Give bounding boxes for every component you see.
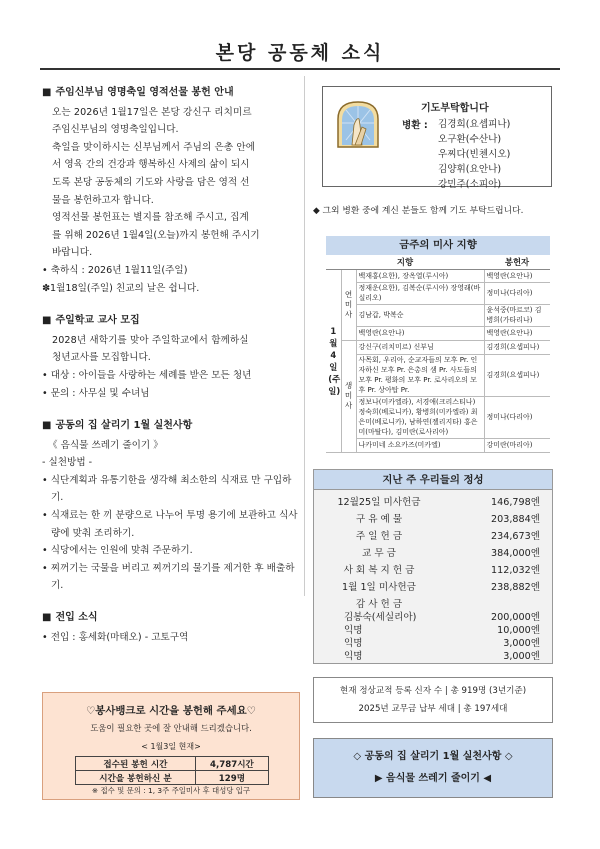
care-method: - 실천방법 - — [42, 457, 93, 469]
section-marker: ■ — [42, 87, 52, 98]
offerer-cell: 강미란(마리아) — [484, 438, 550, 452]
teachers-line: 2028년 새학기를 맞아 주일학교에서 함께하실 — [52, 334, 249, 346]
offerer-cell: 김경희(요셉피나) — [484, 354, 550, 396]
mass-intentions-table — [326, 255, 550, 453]
offering-amount: 146,798엔 — [491, 497, 540, 508]
offering-row — [314, 529, 554, 544]
feast-line: 물을 봉헌하고자 합니다. — [52, 194, 154, 206]
table-row — [326, 326, 550, 340]
volunteer-heading: ♡봉사뱅크로 시간을 봉헌해 주세요♡ — [85, 705, 256, 717]
section-marker: ■ — [42, 612, 52, 624]
volunteer-label: 시간을 봉헌하신 분 — [76, 771, 196, 785]
intention-cell: 백재홍(요한), 장옥열(루시아) — [356, 269, 484, 282]
offerer-cell: 백영란(요안나) — [484, 326, 550, 340]
thanks-amount: 3,000엔 — [503, 651, 540, 662]
teachers-line: 청년교사를 모집합니다. — [52, 352, 151, 364]
thanks-name: 익명 — [344, 638, 363, 649]
offering-amount: 384,000엔 — [491, 548, 540, 559]
mass-group-text: 생미사 — [344, 381, 353, 410]
care-subtitle: 《 음식물 쓰레기 줄이기 》 — [48, 439, 163, 451]
section-heading-teachers — [42, 312, 298, 330]
offerings-box — [313, 490, 553, 664]
table-header-row — [326, 255, 550, 269]
volunteer-table — [75, 756, 269, 785]
prayer-name: 강민주(소피아) — [438, 179, 502, 190]
prayer-name: 김양휘(요안나) — [438, 164, 502, 175]
table-row — [76, 757, 269, 771]
thanks-offering-label: 감 사 헌 금 — [355, 599, 403, 610]
thanks-amount: 3,000엔 — [503, 638, 540, 649]
offerer-cell: 윤석중(마르코) 김병희(가타리나) — [484, 304, 550, 326]
mass-group-memorial — [341, 269, 356, 340]
prayer-names — [438, 117, 510, 192]
volunteer-date: < 1월3일 현재> — [141, 742, 201, 751]
intention-cell: 정재운(요한), 김복순(루시아) 장영래(바실리오) — [356, 282, 484, 304]
section-marker: ■ — [42, 315, 52, 327]
feast-line: 바랍니다. — [52, 247, 93, 259]
feast-line: 오는 2026년 1월17일은 본당 강신구 리치미르 — [52, 106, 252, 118]
care-callout-box — [313, 738, 553, 798]
feast-line: 서 영육 간의 건강과 행복하신 사제의 삶이 되시 — [52, 159, 250, 171]
volunteer-note: ※ 접수 및 문의 : 1, 3주 주일미사 후 대성당 입구 — [91, 786, 251, 795]
table-row — [326, 304, 550, 326]
transfer-info: • 전입 : 홍세화(마태오) - 고토구역 — [42, 631, 189, 643]
thanks-name: 김봉숙(세실리아) — [344, 612, 417, 623]
col-offerer: 봉헌자 — [484, 255, 550, 269]
illness-label: 병환 : — [402, 120, 428, 131]
offerer-cell: 백영란(요안나) — [484, 269, 550, 282]
thanks-amount: 10,000엔 — [497, 625, 540, 636]
offerer-cell: 김경희(요셉피나) — [484, 340, 550, 354]
celebration-date: • 축하식 : 2026년 1월11일(주일) — [42, 264, 188, 276]
page-title: 본당 공동체 소식 — [215, 42, 385, 64]
table-row — [326, 438, 550, 452]
mass-group-text: 연미사 — [344, 289, 353, 319]
volunteer-bank-box — [42, 692, 300, 800]
offering-row — [314, 580, 554, 595]
prayer-note: ◆ 그외 병환 중에 계신 분들도 함께 기도 부탁드립니다. — [313, 206, 524, 216]
section-title: 공동의 집 살리기 1월 실천사항 — [55, 420, 193, 432]
offering-label: 구 유 예 물 — [355, 514, 403, 525]
intention-cell: 나카미네 소요카즈(미카엘) — [356, 438, 484, 452]
mass-group-living — [341, 340, 356, 452]
offerer-cell: 정미나(다리아) — [484, 282, 550, 304]
section-title: 전입 소식 — [55, 612, 98, 624]
praying-hands-window-icon — [335, 99, 381, 149]
thanks-amount: 200,000엔 — [491, 612, 540, 623]
table-row — [326, 282, 550, 304]
thanks-row — [314, 649, 554, 664]
offering-row — [314, 546, 554, 561]
section-title: 주일학교 교사 모집 — [55, 315, 140, 327]
section-heading-transfer — [42, 609, 298, 627]
volunteer-value: 129명 — [195, 771, 268, 785]
care-bullet: • 식당에서는 인원에 맞춰 주문하기. — [42, 545, 193, 557]
mass-date — [326, 269, 341, 452]
intention-cell: 백영란(요안나) — [356, 326, 484, 340]
thanks-name: 익명 — [344, 651, 363, 662]
care-bullet: • 식재료는 한 끼 분량으로 나누어 투명 용기에 보관하고 식사량에 맞춰 조리하기. — [42, 510, 298, 539]
fellowship-note: ✽1월18일(주일) 친교의 날은 쉽니다. — [42, 282, 200, 294]
title-divider — [40, 68, 560, 70]
offering-label: 주 일 헌 금 — [355, 531, 403, 542]
offering-amount: 203,884엔 — [491, 514, 540, 525]
section-heading-care — [42, 417, 298, 435]
table-row — [326, 269, 550, 282]
offering-row — [314, 512, 554, 527]
table-row — [326, 354, 550, 396]
intention-cell: 정보나(미카엘라), 서경애(크리스티나) 정숙희(베로니카), 황병희(미카엘라) 최은미(베로니카), 남하연(젤리지타) 홍은미(마탈다), 김미란(로사리아) — [356, 396, 484, 438]
feast-line: 축일을 맞이하시는 신부님께서 주님의 은총 안에 — [52, 141, 256, 153]
prayer-request-box — [322, 86, 552, 190]
section-heading-feast — [42, 84, 298, 102]
prayer-name: 오구환(수산나) — [438, 134, 502, 145]
offering-label: 교 무 금 — [362, 548, 396, 559]
prayer-heading: 기도부탁합니다 — [421, 103, 489, 114]
offering-label: 12월25일 미사헌금 — [337, 497, 421, 508]
volunteer-value: 4,787시간 — [195, 757, 268, 771]
parish-stats-box — [313, 677, 553, 723]
mass-intentions-heading: 금주의 미사 지향 — [326, 236, 550, 255]
teachers-bullet: • 문의 : 사무실 및 수녀님 — [42, 387, 150, 399]
feast-line: 도록 본당 공동체의 기도와 사랑을 담은 영적 선 — [52, 176, 250, 188]
registered-members: 현재 정상교적 등록 신자 수 | 총 919명 (3년기준) — [339, 686, 527, 696]
table-row — [326, 396, 550, 438]
feast-line: 주임신부님의 영명축일입니다. — [52, 124, 179, 136]
feast-line: 를 위해 2026년 1월4일(오늘)까지 봉헌해 주시기 — [52, 229, 260, 241]
intention-cell: 강신구(리치미르) 신부님 — [356, 340, 484, 354]
intention-cell: 사목회, 우리아, 순교자들의 모후 Pr. 인자하신 모후 Pr. 은총의 샘 Pr. 사도들의 모후 Pr. 평화의 모후 Pr. 로사리오의 모후 Pr. 상아탑 Pr. — [356, 354, 484, 396]
column-divider — [304, 76, 305, 596]
table-row — [326, 340, 550, 354]
offering-row — [314, 563, 554, 578]
left-column — [42, 84, 298, 646]
offering-amount: 112,032엔 — [491, 565, 540, 576]
offering-amount: 238,882엔 — [491, 582, 540, 593]
offerer-cell: 정미나(다리아) — [484, 396, 550, 438]
offerings-heading: 지난 주 우리들의 정성 — [313, 469, 553, 490]
section-marker: ■ — [42, 420, 52, 432]
col-intention: 지향 — [326, 255, 484, 269]
section-title: 주임신부님 영명축일 영적선물 봉헌 안내 — [55, 87, 234, 98]
volunteer-label: 접수된 봉헌 시간 — [76, 757, 196, 771]
offering-label: 사 회 복 지 헌 금 — [343, 565, 415, 576]
care-bullet: • 식단계획과 유통기한을 생각해 최소한의 식재료 만 구입하기. — [42, 474, 292, 504]
intention-cell: 김남갑, 박복순 — [356, 304, 484, 326]
offering-label: 1월 1일 미사헌금 — [342, 582, 416, 593]
feast-line: 영적선물 봉헌표는 별지를 참조해 주시고, 집계 — [52, 212, 249, 224]
dues-households: 2025년 교무금 납부 세대 | 총 197세대 — [358, 704, 508, 714]
callout-subtitle: ▶ 음식물 쓰레기 줄이기 ◀ — [374, 773, 492, 784]
thanks-name: 익명 — [344, 625, 363, 636]
care-bullet: • 찌꺼기는 국물을 버리고 찌꺼기의 물기를 제거한 후 배출하기. — [42, 562, 295, 592]
offering-amount: 234,673엔 — [491, 531, 540, 542]
prayer-name: 김경희(요셉피나) — [438, 119, 511, 130]
callout-title: ◇ 공동의 집 살리기 1월 실천사항 ◇ — [353, 751, 513, 762]
offering-row — [314, 495, 554, 510]
volunteer-subtitle: 도움이 필요한 곳에 잘 안내해 드리겠습니다. — [90, 723, 252, 733]
table-row — [76, 771, 269, 785]
prayer-name: 우찌다(빈첸시오) — [438, 149, 511, 160]
teachers-bullet: • 대상 : 아이들을 사랑하는 세례를 받은 모든 청년 — [42, 369, 252, 381]
mass-date-text: 1월4일(주일) — [328, 325, 341, 396]
